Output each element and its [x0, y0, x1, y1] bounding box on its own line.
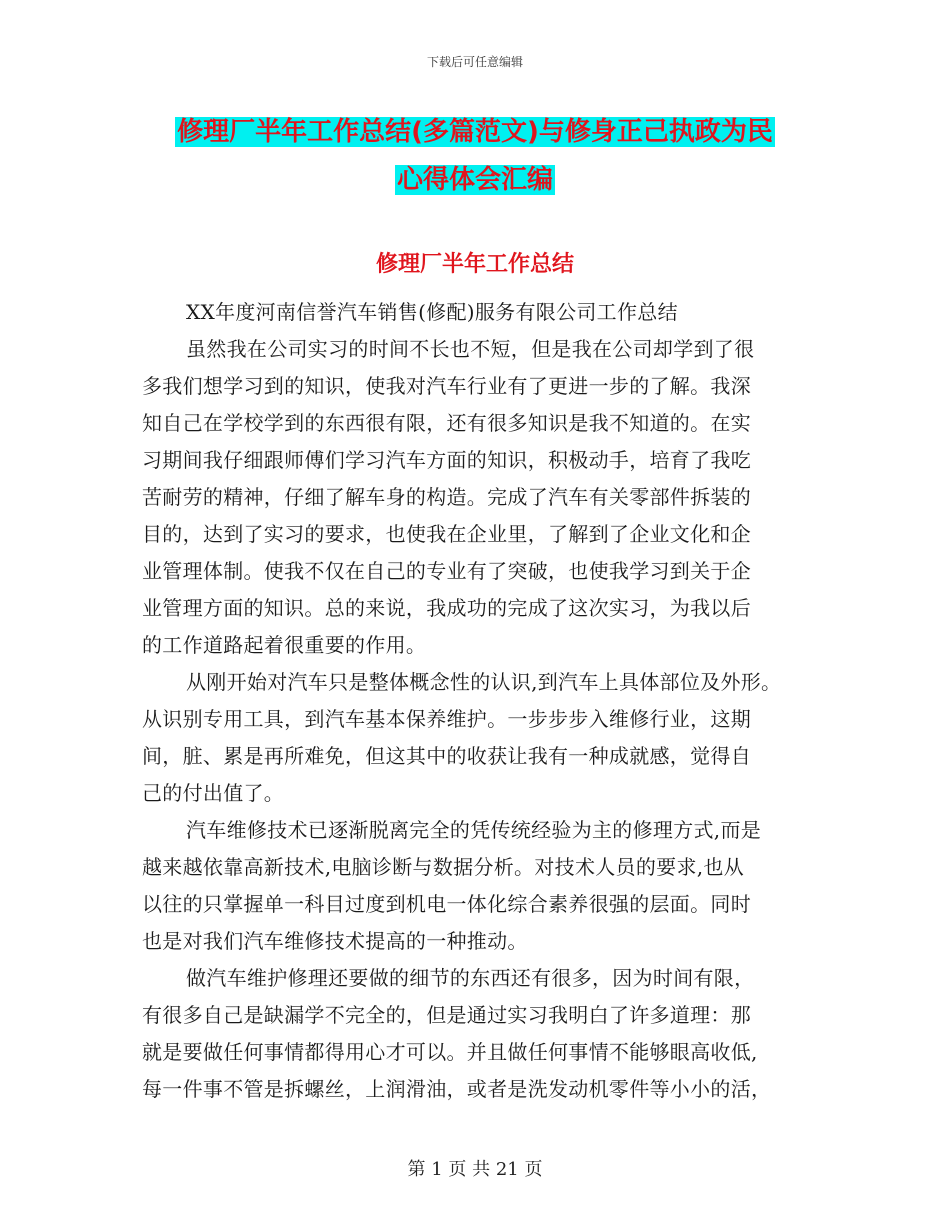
header-note: 下载后可任意编辑 [426, 55, 523, 69]
page-number: 第 1 页 共 21 页 [407, 1159, 543, 1180]
text-line: 业管理方面的知识。总的来说，我成功的完成了这次实习，为我以后 [142, 596, 751, 620]
text-line: 多我们想学习到的知识，使我对汽车行业有了更进一步的了解。我深 [142, 374, 751, 398]
text-line: 间，脏、累是再所难免，但这其中的收获让我有一种成就感，觉得自 [142, 744, 751, 768]
text-line: 习期间我仔细跟师傅们学习汽车方面的知识，积极动手，培育了我吃 [142, 448, 751, 472]
text-line: 虽然我在公司实习的时间不长也不短，但是我在公司却学到了很 [186, 337, 755, 361]
text-line: 越来越依靠高新技术,电脑诊断与数据分析。对技术人员的要求,也从 [142, 855, 745, 879]
text-line: 也是对我们汽车维修技术提高的一种推动。 [142, 929, 528, 953]
title-line-1: 修理厂半年工作总结(多篇范文)与修身正己执政为民 [177, 117, 773, 147]
text-line: 有很多自己是缺漏学不完全的，但是通过实习我明白了许多道理：那 [142, 1003, 751, 1027]
text-line: 以往的只掌握单一科目过度到机电一体化综合素养很强的层面。同时 [142, 892, 751, 916]
text-line: 苦耐劳的精神，仔细了解车身的构造。完成了汽车有关零部件拆装的 [142, 485, 751, 509]
text-line: 目的，达到了实习的要求，也使我在企业里，了解到了企业文化和企 [142, 522, 751, 546]
text-line: 从刚开始对汽车只是整体概念性的认识,到汽车上具体部位及外形。 [186, 670, 782, 694]
text-line: 就是要做任何事情都得用心才可以。并且做任何事情不能够眼高收低, [142, 1040, 758, 1064]
text-line: 从识别专用工具，到汽车基本保养维护。一步步步入维修行业，这期 [142, 707, 751, 731]
section-title: 修理厂半年工作总结 [375, 252, 574, 277]
text-line: 汽车维修技术已逐渐脱离完全的凭传统经验为主的修理方式,而是 [186, 818, 762, 842]
title-line-2: 心得体会汇编 [396, 165, 553, 195]
text-line: 己的付出值了。 [142, 781, 285, 805]
text-line: 做汽车维护修理还要做的细节的东西还有很多，因为时间有限， [186, 966, 755, 990]
text-line: 业管理体制。使我不仅在自己的专业有了突破，也使我学习到关于企 [142, 559, 751, 583]
document-title [0, 108, 950, 204]
text-line: 每一件事不管是拆螺丝，上润滑油，或者是洗发动机零件等小小的活， [142, 1077, 772, 1101]
text-line: XX年度河南信誉汽车销售(修配)服务有限公司工作总结 [186, 300, 678, 324]
text-line: 的工作道路起着很重要的作用。 [142, 633, 427, 657]
text-line: 知自己在学校学到的东西很有限，还有很多知识是我不知道的。在实 [142, 411, 751, 435]
